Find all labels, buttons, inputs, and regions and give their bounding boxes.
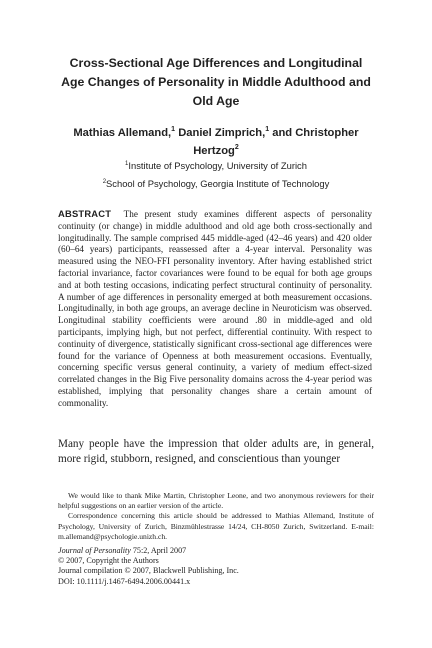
author-name: Hertzog xyxy=(193,145,235,157)
author-name: and Christopher xyxy=(272,127,359,139)
author-name: Daniel Zimprich, xyxy=(178,127,266,139)
journal-info xyxy=(58,546,374,587)
author-list xyxy=(40,124,392,160)
affiliation-marker: 1 xyxy=(171,126,176,133)
doi-line: DOI: 10.1111/j.1467-6494.2006.00441.x xyxy=(58,576,191,586)
affiliation-marker: 2 xyxy=(234,144,239,151)
compilation-line: Journal compilation © 2007, Blackwell Publishing, Inc. xyxy=(58,566,239,576)
acknowledgment-note: We would like to thank Mike Martin, Christopher Leone, and two anonymous reviewers for their helpful suggestions on an earlier version of the article. xyxy=(58,491,374,511)
author-line xyxy=(40,142,392,160)
body-paragraph: Many people have the impression that older adults are, in general, more rigid, stubborn, resigned, and conscientious than younger xyxy=(58,438,374,465)
affiliation xyxy=(30,160,402,172)
affiliation-marker: 1 xyxy=(125,161,129,167)
title-line: Old Age xyxy=(192,94,240,108)
journal-issue: 75:2, April 2007 xyxy=(132,546,187,555)
journal-citation xyxy=(58,546,374,556)
affiliation-marker: 2 xyxy=(102,179,107,185)
title-line: Age Changes of Personality in Middle Adulthood and xyxy=(61,75,371,89)
footnotes xyxy=(58,491,374,542)
journal-name: Journal of Personality xyxy=(58,546,131,555)
affiliation xyxy=(30,178,402,190)
affiliation-text: School of Psychology, Georgia Institute of Technology xyxy=(106,178,330,189)
abstract xyxy=(58,208,372,410)
abstract-text: The present study examines different aspects of personality continuity (or change) in middle adulthood and old age both cross-sectionally and longitudinally. The sample comprised 445 middle-aged (42–46 years) and 420 older (60–64 years) participants, reassessed after a 4-year interval. Personality was measured using the NEO-FFI personality inventory. After having established strict factorial invariance, factor covariances were found to be equal for both age groups and at both testing occasions, indicating perfect structural continuity of personality. A number of age differences in personality emerged at both measurement occasions. Longitudinally, in both age groups, an average decline in Neuroticism was observed. Longitudinal stability coefficients were around .80 in middle-aged and old participants, implying high, but not perfect, differential continuity. With respect to continuity of divergence, statistically significant cross-sectional age differences were found for the variance of Openness at both measurement occasions. Eventually, concerning specific versus general continuity, a variety of medium effect-sized correlated changes in the Big Five personality domains across the 4-year period was established, implying that personality changes share a certain amount of commonality. xyxy=(58,209,373,408)
abstract-label: ABSTRACT xyxy=(58,208,112,219)
copyright-line: © 2007, Copyright the Authors xyxy=(58,556,159,566)
affiliation-marker: 1 xyxy=(265,126,270,133)
title-line: Cross-Sectional Age Differences and Longitudinal xyxy=(69,56,363,70)
affiliation-text: Institute of Psychology, University of Zurich xyxy=(128,160,307,171)
correspondence-note: Correspondence concerning this article should be addressed to Mathias Allemand, Institute of Psychology, University of Zurich, Binzmühlestrasse 14/24, CH-8050 Zurich, Switzerland. E-mail: m.allemand@psychologie.unizh.ch. xyxy=(58,511,374,541)
author-line xyxy=(40,124,392,142)
author-name: Mathias Allemand, xyxy=(73,127,172,139)
article-title xyxy=(40,54,392,111)
